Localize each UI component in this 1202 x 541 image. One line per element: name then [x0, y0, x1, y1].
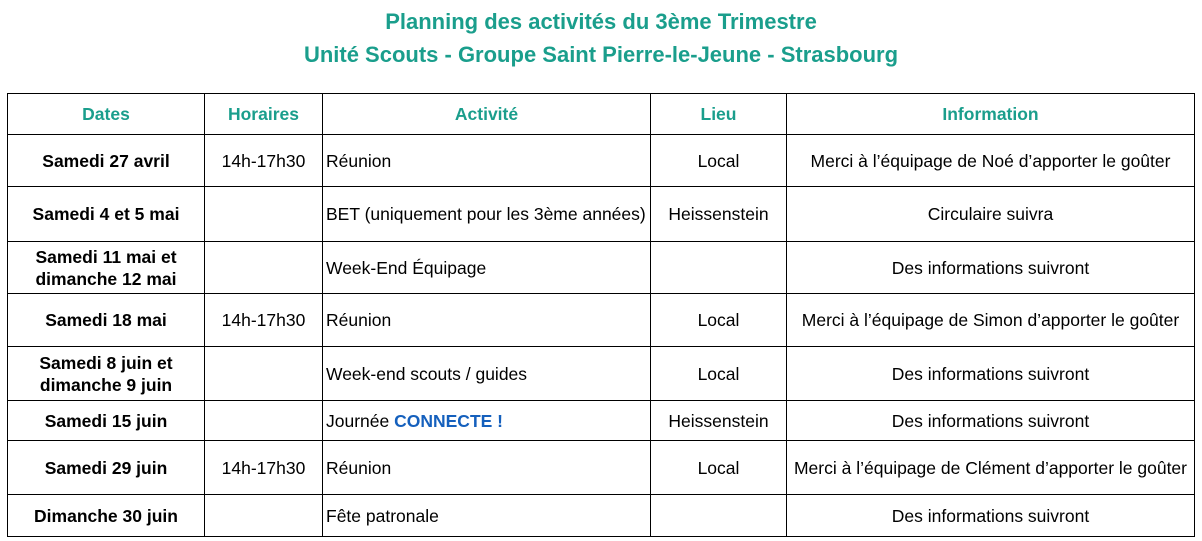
- row-place: Local: [651, 135, 787, 187]
- activity-text: Week-end scouts / guides: [326, 363, 528, 384]
- row-place: Local: [651, 294, 787, 347]
- table-row: [8, 347, 1195, 401]
- column-header-place: Lieu: [651, 94, 787, 135]
- activity-highlight: CONNECTE !: [394, 410, 503, 431]
- row-date: Samedi 15 juin: [8, 401, 205, 441]
- row-date: Samedi 18 mai: [8, 294, 205, 347]
- activity-text: Réunion: [326, 150, 392, 171]
- row-place: Local: [651, 441, 787, 495]
- row-activity: [323, 347, 651, 401]
- row-hours: 14h-17h30: [205, 441, 323, 495]
- row-date: Samedi 8 juin et dimanche 9 juin: [8, 347, 205, 401]
- table-row: [8, 242, 1195, 294]
- row-activity: [323, 401, 651, 441]
- row-info: Merci à l’équipage de Simon d’apporter le goûter: [787, 294, 1195, 347]
- activity-text: Fête patronale: [326, 505, 439, 526]
- row-hours: [205, 187, 323, 242]
- row-info: Circulaire suivra: [787, 187, 1195, 242]
- row-info: Des informations suivront: [787, 495, 1195, 537]
- activity-text: Réunion: [326, 310, 392, 330]
- row-place: [651, 242, 787, 294]
- table-header-row: [8, 94, 1195, 135]
- page-title: Planning des activités du 3ème Trimestre: [385, 9, 817, 34]
- row-info: Des informations suivront: [787, 347, 1195, 401]
- row-place: [651, 495, 787, 537]
- activity-text: BET (uniquement pour les 3ème années): [326, 204, 646, 224]
- table-row: [8, 187, 1195, 242]
- row-info: Merci à l’équipage de Clément d’apporter le goûter: [787, 441, 1195, 495]
- activity-text: Réunion: [326, 457, 392, 478]
- page-subtitle: Unité Scouts - Groupe Saint Pierre-le-Jeune - Strasbourg: [303, 42, 899, 67]
- table-row: [8, 294, 1195, 347]
- row-hours: [205, 495, 323, 537]
- row-info: Merci à l’équipage de Noé d’apporter le goûter: [787, 135, 1195, 187]
- column-header-dates: Dates: [8, 94, 205, 135]
- row-date: Samedi 29 juin: [8, 441, 205, 495]
- column-header-information: Information: [787, 94, 1195, 135]
- row-place: Local: [651, 347, 787, 401]
- row-date: Dimanche 30 juin: [8, 495, 205, 537]
- column-header-activity: Activité: [323, 94, 651, 135]
- row-hours: 14h-17h30: [205, 135, 323, 187]
- activity-text: Week-End Équipage: [326, 257, 487, 278]
- row-date: Samedi 4 et 5 mai: [8, 187, 205, 242]
- table-row: [8, 495, 1195, 537]
- activities-table: [7, 93, 1195, 537]
- row-info: Des informations suivront: [787, 242, 1195, 294]
- table-row: [8, 135, 1195, 187]
- row-hours: 14h-17h30: [205, 294, 323, 347]
- row-activity: [323, 135, 651, 187]
- row-hours: [205, 401, 323, 441]
- row-date: Samedi 27 avril: [8, 135, 205, 187]
- row-activity: [323, 441, 651, 495]
- row-place: Heissenstein: [651, 187, 787, 242]
- row-activity: [323, 294, 651, 347]
- row-activity: [323, 187, 651, 242]
- column-header-hours: Horaires: [205, 94, 323, 135]
- table-row: [8, 401, 1195, 441]
- row-hours: [205, 347, 323, 401]
- table-row: [8, 441, 1195, 495]
- row-info: Des informations suivront: [787, 401, 1195, 441]
- row-hours: [205, 242, 323, 294]
- row-activity: [323, 242, 651, 294]
- activity-text: Journée: [326, 410, 395, 431]
- row-date: Samedi 11 mai et dimanche 12 mai: [8, 242, 205, 294]
- row-activity: [323, 495, 651, 537]
- row-place: Heissenstein: [651, 401, 787, 441]
